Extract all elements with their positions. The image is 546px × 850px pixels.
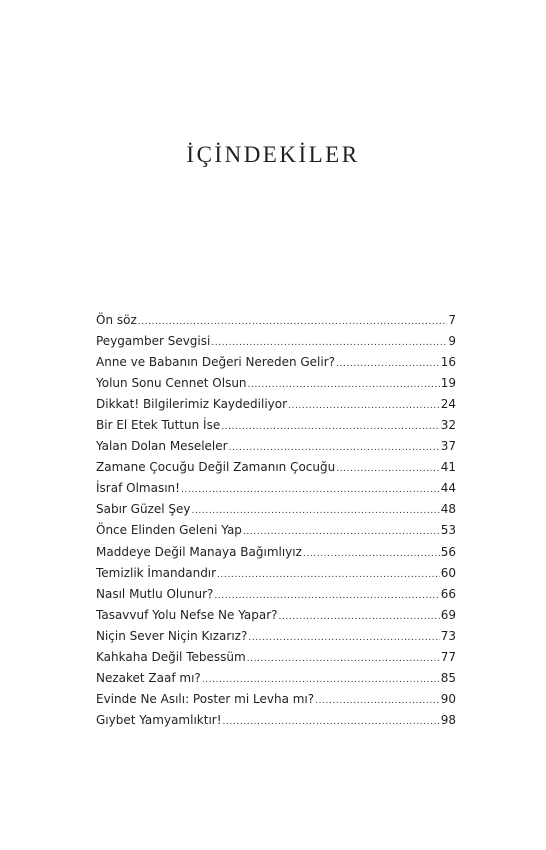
toc-entry xyxy=(96,710,456,731)
toc-entry-page: 66 xyxy=(440,586,456,601)
dot-leader xyxy=(181,480,440,499)
toc-entry xyxy=(96,310,456,331)
toc-entry-title: Nezaket Zaaf mı? xyxy=(96,670,201,685)
toc-entry-page: 7 xyxy=(448,313,456,327)
dot-leader xyxy=(248,628,439,647)
dot-leader xyxy=(243,522,440,541)
toc-entry-title: Tasavvuf Yolu Nefse Ne Yapar? xyxy=(96,607,278,622)
toc-entry-page: 9 xyxy=(448,334,456,349)
toc-entry-page: 73 xyxy=(440,628,456,643)
toc-entry xyxy=(96,668,456,689)
toc-entry xyxy=(96,689,456,710)
page-title: İÇİNDEKİLER xyxy=(186,142,360,167)
dot-leader xyxy=(279,607,440,626)
toc-entry xyxy=(96,563,456,584)
dot-leader xyxy=(221,417,440,436)
toc-entry-page: 48 xyxy=(440,502,456,517)
dot-leader xyxy=(336,354,440,373)
toc-entry-page: 16 xyxy=(440,355,456,370)
dot-leader xyxy=(214,586,439,605)
table-of-contents xyxy=(96,310,456,731)
toc-entry-title: Nasıl Mutlu Olunur? xyxy=(96,586,214,601)
toc-entry-title: Ön söz xyxy=(96,313,137,327)
dot-leader xyxy=(248,375,440,394)
toc-entry-page: 44 xyxy=(440,481,456,496)
toc-entry-page: 53 xyxy=(440,523,456,538)
toc-entry-page: 98 xyxy=(440,712,456,727)
toc-entry-title: Niçin Sever Niçin Kızarız? xyxy=(96,628,248,643)
dot-leader xyxy=(211,333,447,352)
toc-entry-title: Yalan Dolan Meseleler xyxy=(96,439,228,454)
dot-leader xyxy=(247,649,440,668)
toc-entry-page: 69 xyxy=(440,607,456,622)
toc-entry xyxy=(96,647,456,668)
dot-leader xyxy=(202,670,440,689)
toc-entry-page: 85 xyxy=(440,670,456,685)
toc-entry-title: Kahkaha Değil Tebessüm xyxy=(96,649,246,664)
toc-entry xyxy=(96,499,456,520)
dot-leader xyxy=(229,438,440,457)
toc-entry-page: 90 xyxy=(440,691,456,706)
toc-entry-title: Maddeye Değil Manaya Bağımlıyız xyxy=(96,544,302,559)
toc-entry-page: 56 xyxy=(440,544,456,559)
toc-entry xyxy=(96,352,456,373)
toc-entry-title: İsraf Olmasın! xyxy=(96,481,180,496)
dot-leader xyxy=(223,712,440,731)
toc-entry xyxy=(96,394,456,415)
toc-entry xyxy=(96,605,456,626)
toc-entry xyxy=(96,626,456,647)
toc-entry xyxy=(96,542,456,563)
dot-leader xyxy=(192,501,440,520)
toc-entry-title: Gıybet Yamyamlıktır! xyxy=(96,712,222,727)
toc-entry-title: Önce Elinden Geleni Yap xyxy=(96,523,242,538)
toc-entry xyxy=(96,331,456,352)
toc-entry-title: Sabır Güzel Şey xyxy=(96,502,191,517)
dot-leader xyxy=(303,544,440,563)
toc-entry xyxy=(96,520,456,541)
toc-entry xyxy=(96,373,456,394)
toc-entry-page: 24 xyxy=(440,397,456,412)
dot-leader xyxy=(138,312,448,331)
dot-leader xyxy=(288,396,440,415)
toc-entry-title: Dikkat! Bilgilerimiz Kaydediliyor xyxy=(96,397,288,412)
toc-entry-page: 37 xyxy=(440,439,456,454)
toc-entry-page: 19 xyxy=(440,376,456,391)
toc-entry-title: Zamane Çocuğu Değil Zamanın Çocuğu xyxy=(96,460,336,475)
dot-leader xyxy=(217,565,440,584)
toc-entry-page: 32 xyxy=(440,418,456,433)
toc-entry xyxy=(96,478,456,499)
dot-leader xyxy=(336,459,439,478)
toc-entry-title: Evinde Ne Asılı: Poster mi Levha mı? xyxy=(96,691,315,706)
toc-entry xyxy=(96,415,456,436)
toc-entry xyxy=(96,436,456,457)
toc-entry xyxy=(96,457,456,478)
toc-entry-title: Temizlik İmandandır xyxy=(96,565,217,580)
toc-entry-title: Yolun Sonu Cennet Olsun xyxy=(96,376,247,391)
toc-entry-title: Peygamber Sevgisi xyxy=(96,334,211,349)
toc-entry xyxy=(96,584,456,605)
toc-entry-title: Bir El Etek Tuttun İse xyxy=(96,418,221,433)
toc-entry-page: 60 xyxy=(440,565,456,580)
dot-leader xyxy=(315,691,440,710)
toc-entry-title: Anne ve Babanın Değeri Nereden Gelir? xyxy=(96,355,336,370)
toc-entry-page: 41 xyxy=(440,460,456,475)
toc-entry-page: 77 xyxy=(440,649,456,664)
